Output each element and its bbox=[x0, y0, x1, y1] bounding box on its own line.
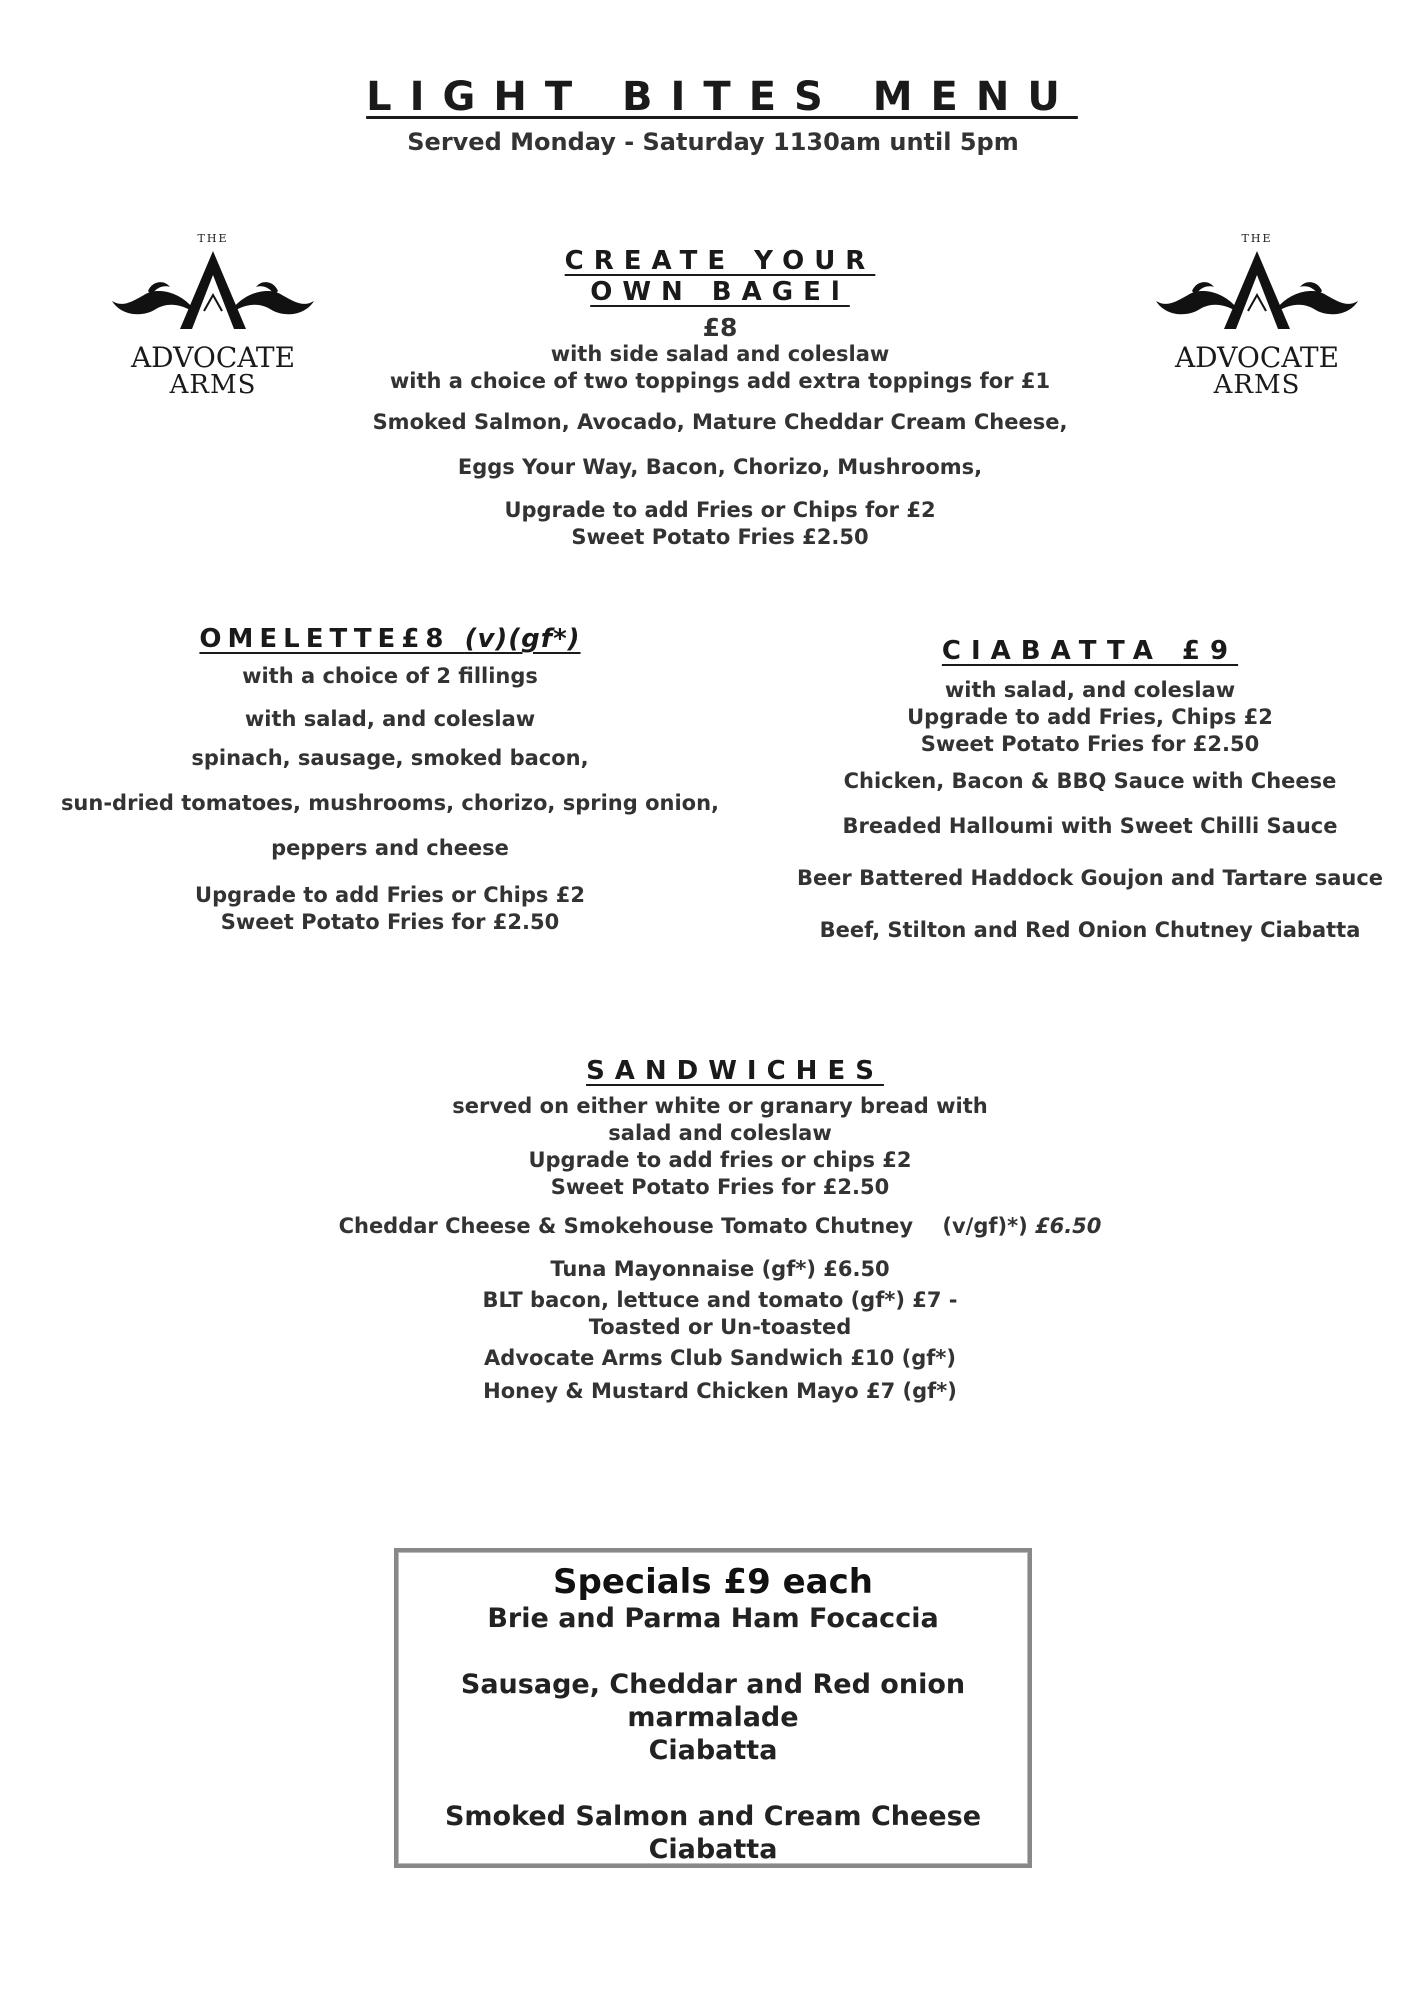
bagel-heading-line1: CREATE YOUR bbox=[564, 246, 876, 276]
bagel-section bbox=[370, 246, 1070, 551]
sandwich-item: Honey & Mustard Chicken Mayo £7 (gf*) bbox=[483, 1379, 957, 1403]
sandwich-item-name: Cheddar Cheese & Smokehouse Tomato Chutney bbox=[338, 1214, 914, 1238]
special-item: Brie and Parma Ham Focaccia bbox=[487, 1603, 939, 1634]
logo-emblem-icon bbox=[1152, 245, 1362, 335]
special-item: Smoked Salmon and Cream Cheese bbox=[444, 1801, 982, 1832]
sandwich-item-tag: (v/gf)*) bbox=[942, 1214, 1028, 1238]
sandwich-item: Advocate Arms Club Sandwich £10 (gf*) bbox=[484, 1346, 956, 1370]
bagel-toppings: Smoked Salmon, Avocado, Mature Cheddar Cream Cheese, bbox=[372, 410, 1068, 434]
omelette-upgrade: Sweet Potato Fries for £2.50 bbox=[220, 910, 560, 934]
sandwich-item-price: £6.50 bbox=[1034, 1214, 1102, 1238]
omelette-line: with salad, and coleslaw bbox=[244, 707, 536, 731]
logo-name-line2: ARMS bbox=[169, 370, 257, 400]
bagel-desc: with a choice of two toppings add extra toppings for £1 bbox=[389, 369, 1051, 393]
ciabatta-line: with salad, and coleslaw bbox=[944, 678, 1236, 702]
sandwich-item: BLT bacon, lettuce and tomato (gf*) £7 - bbox=[482, 1288, 958, 1312]
logo-emblem-icon bbox=[108, 245, 318, 335]
omelette-upgrade: Upgrade to add Fries or Chips £2 bbox=[195, 883, 585, 907]
title-text: LIGHT BITES MENU bbox=[366, 74, 1078, 120]
omelette-heading-tag: (v)(gf*) bbox=[464, 624, 581, 654]
logo-right bbox=[1152, 232, 1362, 400]
omelette-heading-text: OMELETTE£8 bbox=[199, 624, 450, 654]
sandwiches-line: Upgrade to add fries or chips £2 bbox=[528, 1148, 912, 1172]
sandwiches-line: Sweet Potato Fries for £2.50 bbox=[550, 1175, 890, 1199]
ciabatta-item: Chicken, Bacon & BBQ Sauce with Cheese bbox=[843, 769, 1337, 793]
specials-title: Specials £9 each bbox=[553, 1562, 873, 1602]
page-title bbox=[0, 74, 1426, 120]
bagel-heading-line2: OWN BAGEl bbox=[590, 277, 850, 307]
logo-name-line1: ADVOCATE bbox=[130, 341, 296, 374]
ciabatta-item: Beer Battered Haddock Goujon and Tartare sauce bbox=[796, 866, 1384, 890]
sandwiches-heading: SANDWICHES bbox=[586, 1056, 884, 1086]
ciabatta-section bbox=[790, 636, 1390, 944]
bagel-toppings: Eggs Your Way, Bacon, Chorizo, Mushrooms, bbox=[457, 455, 983, 479]
omelette-section bbox=[60, 624, 720, 936]
bagel-price: £8 bbox=[702, 313, 738, 342]
logo-the-text: THE bbox=[197, 232, 229, 245]
ciabatta-line: Sweet Potato Fries for £2.50 bbox=[920, 732, 1260, 756]
logo-name-line1: ADVOCATE bbox=[1174, 341, 1340, 374]
omelette-line: with a choice of 2 fillings bbox=[242, 664, 538, 688]
sandwich-item: Toasted or Un-toasted bbox=[588, 1315, 852, 1339]
special-item: Ciabatta bbox=[648, 1735, 778, 1766]
specials-box bbox=[394, 1548, 1032, 1868]
bagel-upgrade: Upgrade to add Fries or Chips for £2 bbox=[504, 498, 936, 522]
sandwich-item bbox=[320, 1213, 1120, 1240]
bagel-upgrade: Sweet Potato Fries £2.50 bbox=[571, 525, 869, 549]
sandwiches-line: salad and coleslaw bbox=[608, 1121, 832, 1145]
special-item: Sausage, Cheddar and Red onion marmalade bbox=[460, 1669, 966, 1733]
logo-name-line2: ARMS bbox=[1213, 370, 1301, 400]
logo-the-text: THE bbox=[1241, 232, 1273, 245]
logo-left bbox=[108, 232, 318, 400]
omelette-line: spinach, sausage, smoked bacon, bbox=[191, 746, 589, 770]
ciabatta-heading: CIABATTA £9 bbox=[941, 636, 1239, 666]
omelette-line: sun-dried tomatoes, mushrooms, chorizo, spring onion, bbox=[60, 791, 720, 815]
sandwich-item: Tuna Mayonnaise (gf*) £6.50 bbox=[550, 1257, 890, 1281]
sandwiches-line: served on either white or granary bread with bbox=[452, 1094, 988, 1118]
ciabatta-item: Breaded Halloumi with Sweet Chilli Sauce bbox=[842, 814, 1338, 838]
ciabatta-line: Upgrade to add Fries, Chips £2 bbox=[907, 705, 1273, 729]
bagel-desc: with side salad and coleslaw bbox=[550, 342, 890, 366]
omelette-line: peppers and cheese bbox=[271, 836, 509, 860]
service-hours: Served Monday - Saturday 1130am until 5pm bbox=[407, 128, 1019, 156]
special-item: Ciabatta bbox=[648, 1834, 778, 1865]
sandwiches-section bbox=[320, 1056, 1120, 1405]
omelette-heading bbox=[60, 624, 720, 655]
ciabatta-item: Beef, Stilton and Red Onion Chutney Ciabatta bbox=[819, 918, 1361, 942]
